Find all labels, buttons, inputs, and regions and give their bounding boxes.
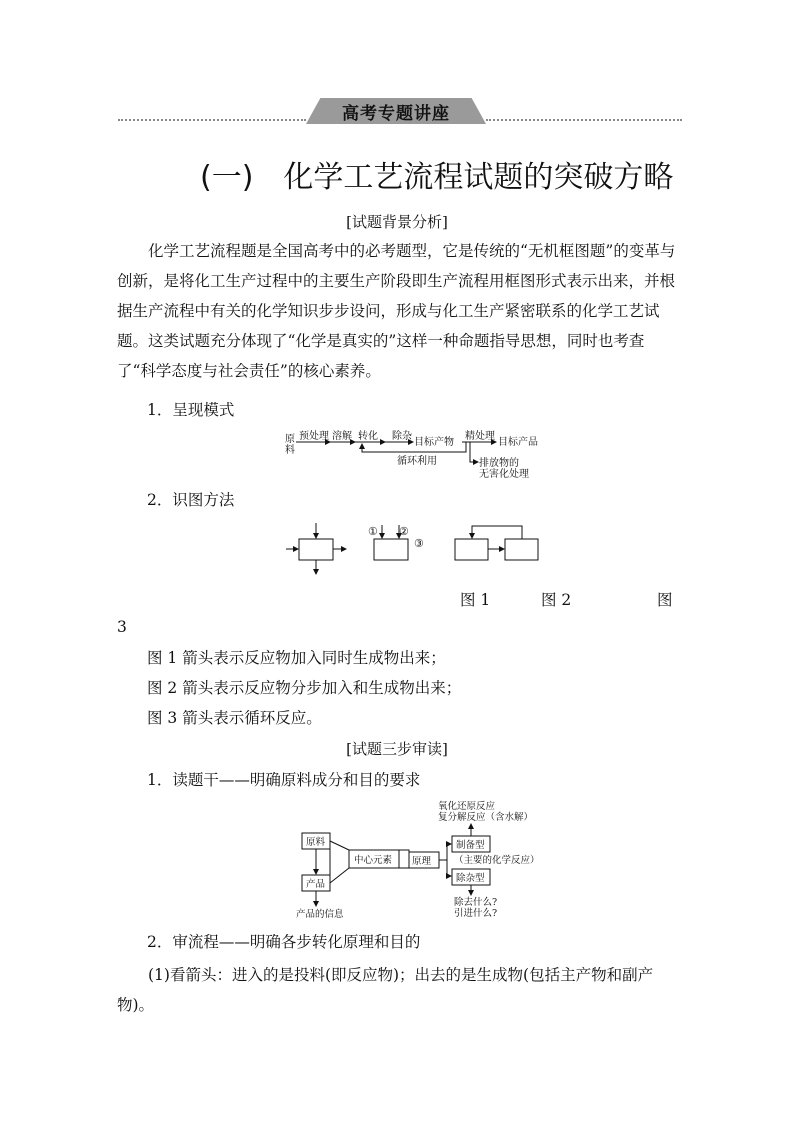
fig3-box-left: [455, 539, 488, 560]
label-prep: 制备型: [456, 840, 485, 851]
flow-waste-1: 排放物的: [479, 458, 519, 469]
analysis-diagram: [294, 798, 544, 922]
flow-step-dissolve: 溶解: [332, 431, 352, 442]
figure-diagrams: [282, 520, 547, 580]
item-reading-method: 2．识图方法: [147, 491, 235, 509]
label-raw: 原料: [306, 837, 326, 848]
header-dotted-line-right: [486, 119, 682, 121]
label-question-1: 除去什么?: [454, 897, 498, 908]
fig-caption-3a: 图: [657, 591, 673, 609]
fig-caption-1: 图 1: [460, 591, 491, 609]
fig2-mark-1: ①: [368, 525, 378, 538]
label-principle: 原理: [412, 856, 432, 867]
item-presentation-mode: 1．呈现模式: [147, 401, 235, 419]
flow-diagram: [282, 428, 542, 480]
flow-recycle: 循环利用: [397, 456, 437, 467]
section-heading-background: [试题背景分析]: [346, 213, 448, 231]
flow-product: 目标产品: [498, 437, 538, 448]
label-product-info: 产品的信息: [296, 909, 344, 920]
fig-caption-2: 图 2: [541, 591, 572, 609]
section-heading-three-steps: [试题三步审读]: [346, 740, 448, 758]
label-product: 产品: [306, 879, 326, 890]
fig-desc-2: 图 2 箭头表示反应物分步加入和生成物出来；: [147, 679, 462, 697]
header-banner: 高考专题讲座: [342, 104, 450, 124]
flow-step-refine: 精处理: [465, 431, 495, 442]
label-core: 中心元素: [354, 855, 393, 866]
fig-caption-3b: 3: [117, 618, 127, 636]
background-paragraph: 化学工艺流程题是全国高考中的必考题型，它是传统的“无机框图题”的变革与创新，是将化工生产过程中的主要生产阶段即生产流程用框图形式表示出来，并根据生产流程中有关的化学知识步步设问，形成与化工生产紧密联系的化学工艺试题。这类试题充分体现了“化学是真实的”这样一种命题指导思想，同时也考查了“科学态度与社会责任”的核心素养。: [117, 242, 676, 380]
flow-raw-1: 原: [285, 434, 295, 445]
flow-raw-2: 料: [285, 445, 295, 456]
page-title: (一) 化学工艺流程试题的突破方略: [200, 160, 674, 195]
label-decomp: 复分解反应（含水解）: [438, 812, 534, 823]
label-main-reaction: （主要的化学反应）: [454, 855, 540, 866]
label-purify: 除杂型: [456, 873, 485, 884]
flow-step-pretreat: 预处理: [299, 431, 329, 442]
item-review-process: 2．审流程——明确各步转化原理和目的: [147, 933, 421, 951]
fig1-box: [299, 539, 333, 560]
header-dotted-line-left: [118, 119, 306, 121]
item-read-stem: 1．读题干——明确原料成分和目的要求: [147, 771, 421, 789]
flow-step-convert: 转化: [358, 431, 378, 442]
fig2-mark-3: ③: [414, 537, 424, 550]
fig2-mark-2: ②: [399, 525, 409, 538]
fig3-box-right: [505, 539, 538, 560]
flow-target: 目标产物: [414, 437, 454, 448]
fig-desc-3: 图 3 箭头表示循环反应。: [147, 709, 322, 727]
label-redox: 氧化还原反应: [438, 801, 496, 812]
fig-desc-1: 图 1 箭头表示反应物加入同时生成物出来；: [147, 649, 446, 667]
fig2-box: [374, 539, 408, 560]
arrow-paragraph: (1)看箭头：进入的是投料(即反应物)；出去的是生成物(包括主产物和副产物)。: [117, 966, 654, 1014]
label-question-2: 引进什么?: [454, 908, 498, 919]
flow-waste-2: 无害化处理: [479, 469, 529, 480]
flow-step-purify: 除杂: [392, 431, 412, 442]
